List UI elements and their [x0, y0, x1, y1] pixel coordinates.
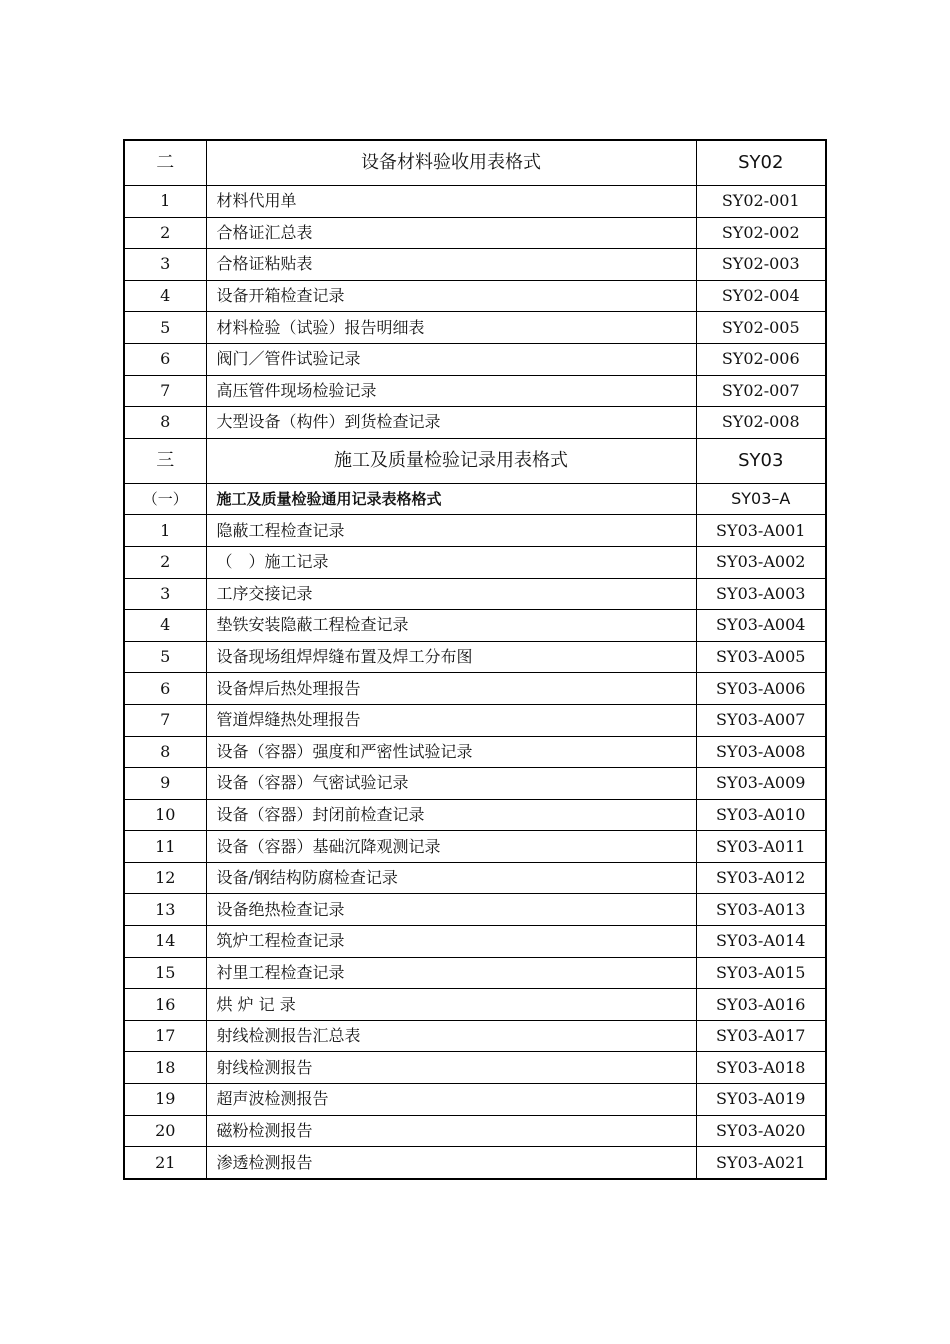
row-number: 11 — [124, 831, 206, 863]
table-row — [124, 312, 826, 344]
table-row — [124, 957, 826, 989]
table-row — [124, 673, 826, 705]
form-code: SY03-A012 — [696, 862, 826, 894]
table-row — [124, 1020, 826, 1052]
form-code: SY02-008 — [696, 407, 826, 439]
form-name: 合格证汇总表 — [206, 217, 696, 249]
form-name: 射线检测报告汇总表 — [206, 1020, 696, 1052]
form-name: 材料检验（试验）报告明细表 — [206, 312, 696, 344]
form-code: SY03-A017 — [696, 1020, 826, 1052]
form-code: SY03-A006 — [696, 673, 826, 705]
form-code: SY02-005 — [696, 312, 826, 344]
form-name: 设备/钢结构防腐检查记录 — [206, 862, 696, 894]
form-name: 筑炉工程检查记录 — [206, 926, 696, 958]
section-code: SY03 — [696, 438, 826, 483]
table-row — [124, 578, 826, 610]
row-number: 5 — [124, 641, 206, 673]
subsection-number: （一） — [124, 483, 206, 515]
table-row — [124, 610, 826, 642]
section-number: 二 — [124, 140, 206, 186]
row-number: 1 — [124, 186, 206, 218]
form-name: 高压管件现场检验记录 — [206, 375, 696, 407]
form-code: SY03-A011 — [696, 831, 826, 863]
form-code: SY02-001 — [696, 186, 826, 218]
row-number: 19 — [124, 1084, 206, 1116]
form-name: 设备（容器）气密试验记录 — [206, 768, 696, 800]
form-name: 设备（容器）基础沉降观测记录 — [206, 831, 696, 863]
row-number: 7 — [124, 704, 206, 736]
row-number: 6 — [124, 673, 206, 705]
section-header-row — [124, 438, 826, 483]
form-code: SY02-007 — [696, 375, 826, 407]
form-name: 超声波检测报告 — [206, 1084, 696, 1116]
subsection-code: SY03–A — [696, 483, 826, 515]
form-code: SY02-003 — [696, 249, 826, 281]
table-row — [124, 249, 826, 281]
form-code: SY03-A001 — [696, 515, 826, 547]
subsection-header-row — [124, 483, 826, 515]
row-number: 4 — [124, 280, 206, 312]
row-number: 9 — [124, 768, 206, 800]
table-row — [124, 280, 826, 312]
table-row — [124, 375, 826, 407]
row-number: 14 — [124, 926, 206, 958]
table-row — [124, 894, 826, 926]
table-row — [124, 862, 826, 894]
form-name: 垫铁安装隐蔽工程检查记录 — [206, 610, 696, 642]
table-row — [124, 343, 826, 375]
form-code: SY02-004 — [696, 280, 826, 312]
table-row — [124, 546, 826, 578]
form-code: SY03-A015 — [696, 957, 826, 989]
table-row — [124, 641, 826, 673]
form-name: 材料代用单 — [206, 186, 696, 218]
row-number: 3 — [124, 578, 206, 610]
row-number: 1 — [124, 515, 206, 547]
table-row — [124, 736, 826, 768]
form-code: SY03-A007 — [696, 704, 826, 736]
form-code: SY03-A008 — [696, 736, 826, 768]
table-row — [124, 1052, 826, 1084]
form-code: SY03-A005 — [696, 641, 826, 673]
table-row — [124, 926, 826, 958]
table-row — [124, 1084, 826, 1116]
form-name: 磁粉检测报告 — [206, 1115, 696, 1147]
form-code: SY03-A019 — [696, 1084, 826, 1116]
form-code: SY03-A021 — [696, 1147, 826, 1179]
row-number: 18 — [124, 1052, 206, 1084]
row-number: 20 — [124, 1115, 206, 1147]
table-row — [124, 989, 826, 1021]
row-number: 15 — [124, 957, 206, 989]
form-code: SY03-A004 — [696, 610, 826, 642]
row-number: 8 — [124, 736, 206, 768]
row-number: 10 — [124, 799, 206, 831]
form-code: SY03-A009 — [696, 768, 826, 800]
table-row — [124, 407, 826, 439]
form-code: SY03-A010 — [696, 799, 826, 831]
table-row — [124, 515, 826, 547]
table-row — [124, 1147, 826, 1179]
row-number: 3 — [124, 249, 206, 281]
form-name: 设备焊后热处理报告 — [206, 673, 696, 705]
row-number: 21 — [124, 1147, 206, 1179]
form-name: 设备开箱检查记录 — [206, 280, 696, 312]
row-number: 2 — [124, 217, 206, 249]
table-row — [124, 799, 826, 831]
form-name: 设备现场组焊焊缝布置及焊工分布图 — [206, 641, 696, 673]
table-row — [124, 1115, 826, 1147]
form-code: SY03-A014 — [696, 926, 826, 958]
section-title: 施工及质量检验记录用表格式 — [206, 438, 696, 483]
table-row — [124, 217, 826, 249]
row-number: 17 — [124, 1020, 206, 1052]
form-code: SY03-A003 — [696, 578, 826, 610]
table-row — [124, 768, 826, 800]
form-name: 设备绝热检查记录 — [206, 894, 696, 926]
form-name: 合格证粘贴表 — [206, 249, 696, 281]
subsection-title: 施工及质量检验通用记录表格格式 — [206, 483, 696, 515]
form-name: 烘 炉 记 录 — [206, 989, 696, 1021]
row-number: 6 — [124, 343, 206, 375]
row-number: 13 — [124, 894, 206, 926]
form-code: SY02-002 — [696, 217, 826, 249]
form-name: 设备（容器）封闭前检查记录 — [206, 799, 696, 831]
form-name: 衬里工程检查记录 — [206, 957, 696, 989]
form-name: 工序交接记录 — [206, 578, 696, 610]
row-number: 16 — [124, 989, 206, 1021]
section-title: 设备材料验收用表格式 — [206, 140, 696, 186]
table-row — [124, 831, 826, 863]
form-code: SY03-A002 — [696, 546, 826, 578]
form-code: SY02-006 — [696, 343, 826, 375]
form-code: SY03-A018 — [696, 1052, 826, 1084]
table-row — [124, 186, 826, 218]
form-name: 管道焊缝热处理报告 — [206, 704, 696, 736]
table-row — [124, 704, 826, 736]
form-name: 渗透检测报告 — [206, 1147, 696, 1179]
form-name: 设备（容器）强度和严密性试验记录 — [206, 736, 696, 768]
form-name: （ ）施工记录 — [206, 546, 696, 578]
form-code: SY03-A016 — [696, 989, 826, 1021]
form-code: SY03-A013 — [696, 894, 826, 926]
row-number: 12 — [124, 862, 206, 894]
form-name: 大型设备（构件）到货检查记录 — [206, 407, 696, 439]
form-name: 射线检测报告 — [206, 1052, 696, 1084]
row-number: 8 — [124, 407, 206, 439]
form-code: SY03-A020 — [696, 1115, 826, 1147]
section-code: SY02 — [696, 140, 826, 186]
row-number: 7 — [124, 375, 206, 407]
form-name: 隐蔽工程检查记录 — [206, 515, 696, 547]
row-number: 2 — [124, 546, 206, 578]
section-header-row — [124, 140, 826, 186]
row-number: 4 — [124, 610, 206, 642]
section-number: 三 — [124, 438, 206, 483]
form-name: 阀门／管件试验记录 — [206, 343, 696, 375]
row-number: 5 — [124, 312, 206, 344]
form-index-table — [123, 139, 827, 1180]
